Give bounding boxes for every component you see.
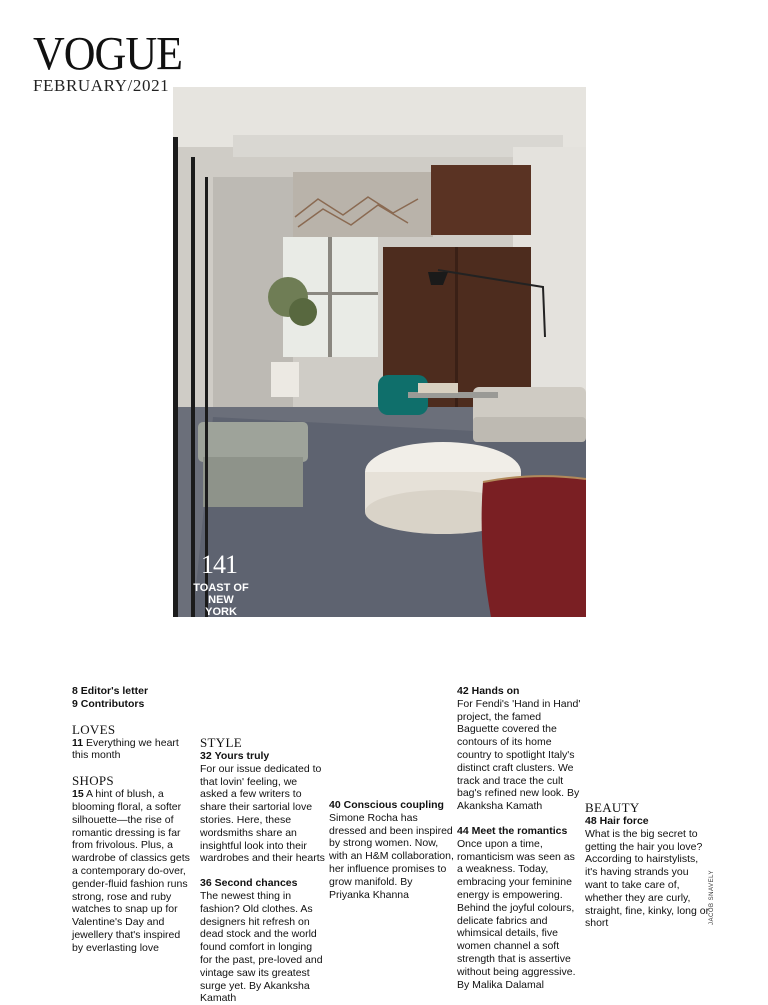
toc-column-5 xyxy=(585,801,710,930)
masthead xyxy=(33,27,182,96)
section-heading-loves: LOVES xyxy=(72,721,116,737)
photo-caption: TOAST OF NEW YORK xyxy=(193,582,249,618)
toc-entry-number: 44 xyxy=(457,824,469,837)
toc-entry-title: Hands on xyxy=(471,685,520,697)
toc-entry-text: Everything we heart this month xyxy=(72,736,179,762)
toc-entry-title: Contributors xyxy=(80,697,145,710)
toc-entry-title: Editor's letter xyxy=(80,685,149,697)
toc-entry-text: For our issue dedicated to that lovin' feeling, we asked a few writers to share their sartorial love stories. Here, these wordsmiths share an insightful look into their wardrobes and their hearts xyxy=(200,762,325,865)
toc-entry-number: 15 xyxy=(72,788,84,801)
toc-column-1 xyxy=(72,685,197,955)
photo-credit: JACOB SNAVELY xyxy=(709,870,715,925)
section-heading-shops: SHOPS xyxy=(72,773,114,789)
page-number: 141 xyxy=(201,550,237,579)
toc-entry-number: 40 xyxy=(329,799,341,811)
toc-entry-title: Second chances xyxy=(214,877,298,890)
toc-column-4 xyxy=(457,685,582,991)
toc-entry-title: Hair force xyxy=(599,815,649,827)
toc-entry-text: What is the big secret to getting the hair you love? According to hairstylists, it's having strands you want to take care of, whether they are curly, straight, fine, kinky, long or short xyxy=(585,827,710,930)
toc-entry-number: 36 xyxy=(200,877,212,890)
toc-entry-text: For Fendi's 'Hand in Hand' project, the famed Baguette covered the contours of its home country to spotlight Italy's distinct craft clusters. We track and trace the cult bag's refined new look. By Akanksha Kamath xyxy=(457,697,581,813)
toc-entry-title: Conscious coupling xyxy=(343,799,444,811)
toc-entry-number: 8 xyxy=(72,685,78,697)
interior-photo xyxy=(173,87,586,617)
toc-column-3 xyxy=(329,799,454,901)
toc-entry-text: Simone Rocha has dressed and been inspired by strong women. Now, with an H&M collaboration, her influence promises to grow manifold. By Priyanka Khanna xyxy=(329,811,454,901)
toc-entry-number: 11 xyxy=(72,736,84,749)
toc-entry-text: Once upon a time, romanticism was seen as a weakness. Today, embracing your feminine energy is empowering. Behind the joyful colours, delicate fabrics and whimsical details, five women channel a soft strength that is assertive without being aggressive. By Malika Dalamal xyxy=(457,837,576,991)
toc-entry-text: The newest thing in fashion? Old clothes. As designers hit refresh on dead stock and the world found comfort in longing for the past, pre-loved and vintage saw its greatest surge yet. By Akanksha Kamath xyxy=(200,889,323,1005)
section-heading-beauty: BEAUTY xyxy=(585,800,640,815)
toc-entry-number: 32 xyxy=(200,750,212,762)
toc-entry-number: 48 xyxy=(585,815,597,827)
toc-entry-text: A hint of blush, a blooming floral, a softer silhouette—the rise of romantic dressing is far from frivolous. Plus, a wardrobe of classics gets a contemporary do-over, gender-fluid fashion runs strong, rose and ruby watches to snap up for Valentine's Day and jewellery that's inspired by everlasting love xyxy=(72,788,190,954)
toc-entry-number: 9 xyxy=(72,697,78,710)
toc-entry-number: 42 xyxy=(457,685,469,697)
toc-entry-title: Yours truly xyxy=(214,750,270,762)
toc-style-block xyxy=(200,736,325,1005)
vogue-logo: VOGUE xyxy=(33,27,182,81)
toc-entry-title: Meet the romantics xyxy=(471,824,568,837)
issue-date: FEBRUARY/2021 xyxy=(33,76,170,95)
section-heading-style: STYLE xyxy=(200,735,242,750)
